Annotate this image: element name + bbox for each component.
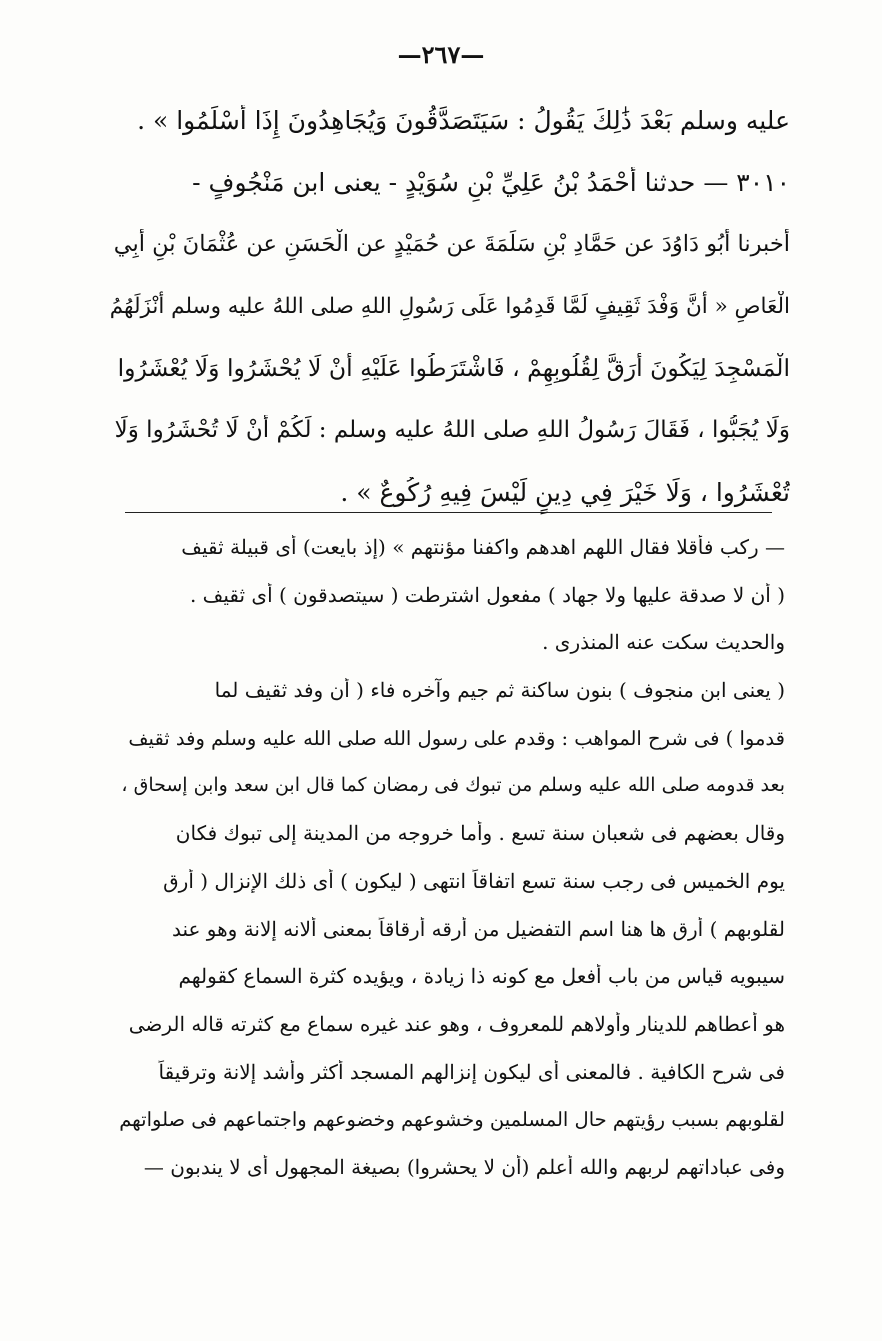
hadith-line: الْعَاصِ « أَنَّ وَفْدَ ثَقِيفٍ لَمَّا قَدِمُوا عَلَى رَسُولِ اللهِ صلى اللهُ عليه وسلم أَنْزَلَهُمُ — [110, 294, 790, 319]
commentary-line: ( يعنى ابن منجوف ) بنون ساكنة ثم جيم وآخره فاء ( أن وفد ثقيف لما — [214, 678, 785, 703]
commentary-line: فى شرح الكافية . فالمعنى أى ليكون إنزالهم المسجد أكثر وأشد إلانة وترقيقاً — [158, 1059, 785, 1084]
commentary-line: قدموا ) فى شرح المواهب : وقدم على رسول الله صلى الله عليه وسلم وفد ثقيف — [128, 726, 785, 750]
commentary-line: وفى عباداتهم لربهم والله أعلم (أن لا يحشروا) بصيغة المجهول أى لا يندبون — — [143, 1154, 785, 1179]
commentary-line: سيبويه قياس من باب أفعل مع كونه ذا زيادة ، ويؤيده كثرة السماع كقولهم — [178, 964, 785, 989]
commentary-text — [115, 535, 785, 1203]
hadith-line: أخبرنا أَبُو دَاوُدَ عن حَمَّادِ بْنِ سَلَمَةَ عن حُمَيْدٍ عن الْحَسَنِ عن عُثْمَانَ بْنِ أَبِي — [113, 231, 790, 257]
commentary-line: هو أعطاهم للدينار وأولاهم للمعروف ، وهو عند غيره سماع مع كثرته قاله الرضى — [128, 1011, 785, 1036]
hadith-line: ٣٠١٠ — حدثنا أَحْمَدُ بْنُ عَلِيِّ بْنِ سُوَيْدٍ - يعنى ابن مَنْجُوفٍ - — [192, 168, 790, 197]
hadith-text — [110, 105, 790, 539]
commentary-line: — ركب فأقلا فقال اللهم اهدهم واكفنا مؤنتهم » (إذ بايعت) أى قبيلة ثقيف — [181, 535, 785, 559]
commentary-line: بعد قدومه صلى الله عليه وسلم من تبوك فى رمضان كما قال ابن سعد وابن إسحاق ، — [121, 774, 785, 797]
page-number: —٢٦٧— — [397, 40, 485, 69]
hadith-line: تُعْشَرُوا ، وَلَا خَيْرَ فِي دِينٍ لَيْسَ فِيهِ رُكُوعٌ » . — [340, 478, 790, 507]
section-divider — [125, 512, 772, 513]
commentary-line: والحديث سكت عنه المنذرى . — [542, 630, 785, 655]
commentary-line: ( أن لا صدقة عليها ولا جهاد ) مفعول اشترطت ( سيتصدقون ) أى ثقيف . — [189, 582, 785, 607]
commentary-line: يوم الخميس فى رجب سنة تسع اتفاقاً انتهى ( ليكون ) أى ذلك الإنزال ( أرق — [163, 868, 785, 893]
hadith-line: عليه وسلم بَعْدَ ذَٰلِكَ يَقُولُ : سَيَتَصَدَّقُونَ وَيُجَاهِدُونَ إِذَا أَسْلَمُوا » . — [137, 106, 790, 135]
hadith-line: الْمَسْجِدَ لِيَكُونَ أَرَقَّ لِقُلُوبِهِمْ ، فَاشْتَرَطُوا عَلَيْهِ أَنْ لَا يُحْشَرُوا وَلَا يُعْشَرُوا — [117, 354, 790, 382]
commentary-line: لقلوبهم بسبب رؤيتهم حال المسلمين وخشوعهم وخضوعهم واجتماعهم فى صلواتهم — [119, 1108, 785, 1132]
commentary-line: لقلوبهم ) أرق ها هنا اسم التفضيل من أرقه أرقاقاً بمعنى ألانه إلانة وهو عند — [171, 916, 785, 941]
hadith-line: وَلَا يُجَبُّوا ، فَقَالَ رَسُولُ اللهِ صلى اللهُ عليه وسلم : لَكُمْ أَنْ لَا تُحْشَرُوا وَلَا — [114, 417, 790, 443]
commentary-line: وقال بعضهم فى شعبان سنة تسع . وأما خروجه من المدينة إلى تبوك فكان — [175, 821, 785, 846]
